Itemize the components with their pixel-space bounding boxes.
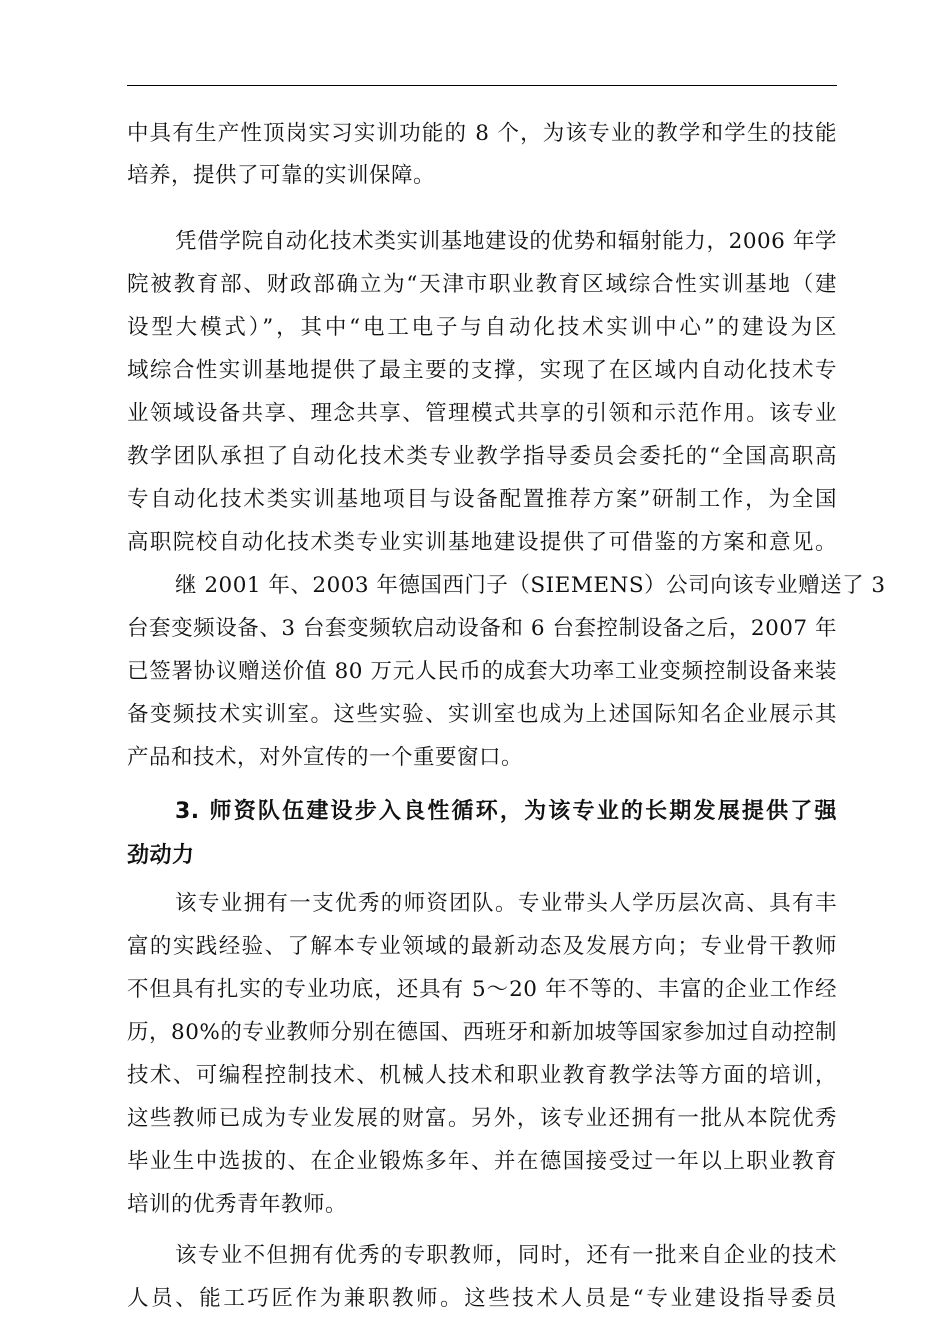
paragraph-line: 高职院校自动化技术类专业实训基地建设提供了可借鉴的方案和意见。 <box>127 530 837 555</box>
paragraph-line: 备变频技术实训室。这些实验、实训室也成为上述国际知名企业展示其 <box>127 702 837 727</box>
paragraph-line: 历，80%的专业教师分别在德国、西班牙和新加坡等国家参加过自动控制 <box>127 1020 837 1045</box>
paragraph-line: 业领域设备共享、理念共享、管理模式共享的引领和示范作用。该专业 <box>127 401 837 426</box>
paragraph-line: 这些教师已成为专业发展的财富。另外，该专业还拥有一批从本院优秀 <box>127 1106 837 1131</box>
header-rule <box>127 85 837 86</box>
paragraph-line: 该专业拥有一支优秀的师资团队。专业带头人学历层次高、具有丰 <box>175 891 837 916</box>
paragraph-line: 院被教育部、财政部确立为“天津市职业教育区域综合性实训基地（建 <box>127 272 837 297</box>
paragraph-line: 教学团队承担了自动化技术类专业教学指导委员会委托的“全国高职高 <box>127 444 837 469</box>
paragraph-line: 人员、能工巧匠作为兼职教师。这些技术人员是“专业建设指导委员 <box>127 1286 837 1311</box>
paragraph-line: 设型大模式）”，其中“电工电子与自动化技术实训中心”的建设为区 <box>127 315 837 340</box>
paragraph-line: 中具有生产性顶岗实习实训功能的 8 个，为该专业的教学和学生的技能 <box>127 121 837 146</box>
paragraph-line: 产品和技术，对外宣传的一个重要窗口。 <box>127 745 524 770</box>
paragraph-line: 专自动化技术类实训基地项目与设备配置推荐方案”研制工作，为全国 <box>127 487 837 512</box>
paragraph-line: 富的实践经验、了解本专业领域的最新动态及发展方向；专业骨干教师 <box>127 934 837 959</box>
paragraph-line: 毕业生中选拔的、在企业锻炼多年、并在德国接受过一年以上职业教育 <box>127 1149 837 1174</box>
paragraph-line: 技术、可编程控制技术、机械人技术和职业教育教学法等方面的培训， <box>127 1063 837 1088</box>
section-heading: 3. 师资队伍建设步入良性循环，为该专业的长期发展提供了强 <box>175 799 837 824</box>
paragraph-line: 继 2001 年、2003 年德国西门子（SIEMENS）公司向该专业赠送了 3 <box>175 573 886 598</box>
paragraph-line: 培养，提供了可靠的实训保障。 <box>127 163 436 188</box>
paragraph-line: 凭借学院自动化技术类实训基地建设的优势和辐射能力，2006 年学 <box>175 229 837 254</box>
paragraph-line: 已签署协议赠送价值 80 万元人民币的成套大功率工业变频控制设备来装 <box>127 659 837 684</box>
paragraph-line: 台套变频设备、3 台套变频软启动设备和 6 台套控制设备之后，2007 年 <box>127 616 837 641</box>
section-heading: 劲动力 <box>127 843 195 868</box>
paragraph-line: 培训的优秀青年教师。 <box>127 1192 348 1217</box>
paragraph-line: 域综合性实训基地提供了最主要的支撑，实现了在区域内自动化技术专 <box>127 358 837 383</box>
paragraph-line: 不但具有扎实的专业功底，还具有 5～20 年不等的、丰富的企业工作经 <box>127 977 837 1002</box>
paragraph-line: 该专业不但拥有优秀的专职教师，同时，还有一批来自企业的技术 <box>175 1243 837 1268</box>
